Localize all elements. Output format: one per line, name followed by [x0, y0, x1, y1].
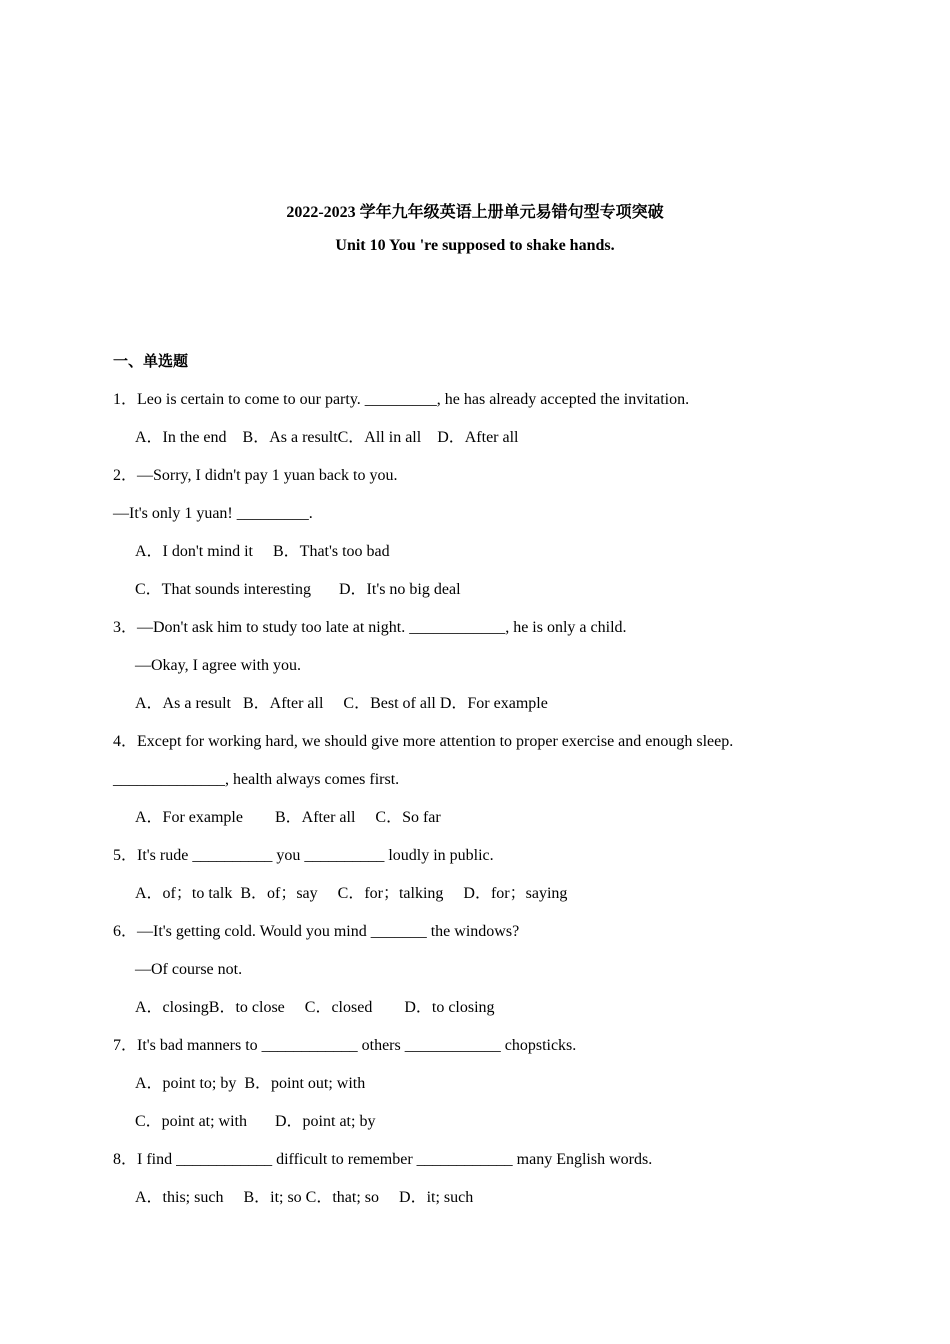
section-heading: 一、单选题 — [113, 352, 189, 370]
line-q2-reply: —It's only 1 yuan! _________. — [113, 505, 313, 522]
line-q4-cont: ______________, health always comes first. — [113, 771, 400, 788]
line-q1-options: A．In the end B．As a resultC．All in all D．After all — [135, 429, 519, 446]
line-q2-options-2: C．That sounds interesting D．It's no big deal — [135, 581, 461, 598]
line-q1: 1．Leo is certain to come to our party. _________, he has already accepted the invitation. — [113, 391, 690, 408]
line-q4: 4．Except for working hard, we should give more attention to proper exercise and enough sleep. — [113, 733, 734, 750]
line-q7-options-2: C．point at; with D．point at; by — [135, 1113, 376, 1130]
line-q3-options: A．As a result B．After all C．Best of all D．For example — [135, 695, 548, 712]
line-q4-options: A．For example B．After all C．So far — [135, 809, 441, 826]
line-q6-reply: —Of course not. — [135, 961, 243, 978]
line-q3: 3．—Don't ask him to study too late at night. ____________, he is only a child. — [113, 619, 627, 636]
line-q6: 6．—It's getting cold. Would you mind _______ the windows? — [113, 923, 520, 940]
line-q8-options: A．this; such B．it; so C．that; so D．it; such — [135, 1189, 474, 1206]
line-q7: 7．It's bad manners to ____________ others ____________ chopsticks. — [113, 1037, 577, 1054]
line-q5: 5．It's rude __________ you __________ loudly in public. — [113, 847, 494, 864]
line-q7-options-1: A．point to; by B．point out; with — [135, 1075, 366, 1092]
line-q3-reply: —Okay, I agree with you. — [135, 657, 302, 674]
line-q8: 8．I find ____________ difficult to remember ____________ many English words. — [113, 1151, 653, 1168]
line-q5-options: A．of；to talk B．of；say C．for；talking D．for；saying — [135, 885, 568, 902]
page-subtitle: Unit 10 You 're supposed to shake hands. — [335, 237, 615, 254]
line-q2: 2．—Sorry, I didn't pay 1 yuan back to you. — [113, 467, 398, 484]
line-q2-options-1: A．I don't mind it B．That's too bad — [135, 543, 390, 560]
page-title: 2022-2023 学年九年级英语上册单元易错句型专项突破 — [286, 204, 664, 221]
line-q6-options: A．closingB．to close C．closed D．to closing — [135, 999, 495, 1016]
